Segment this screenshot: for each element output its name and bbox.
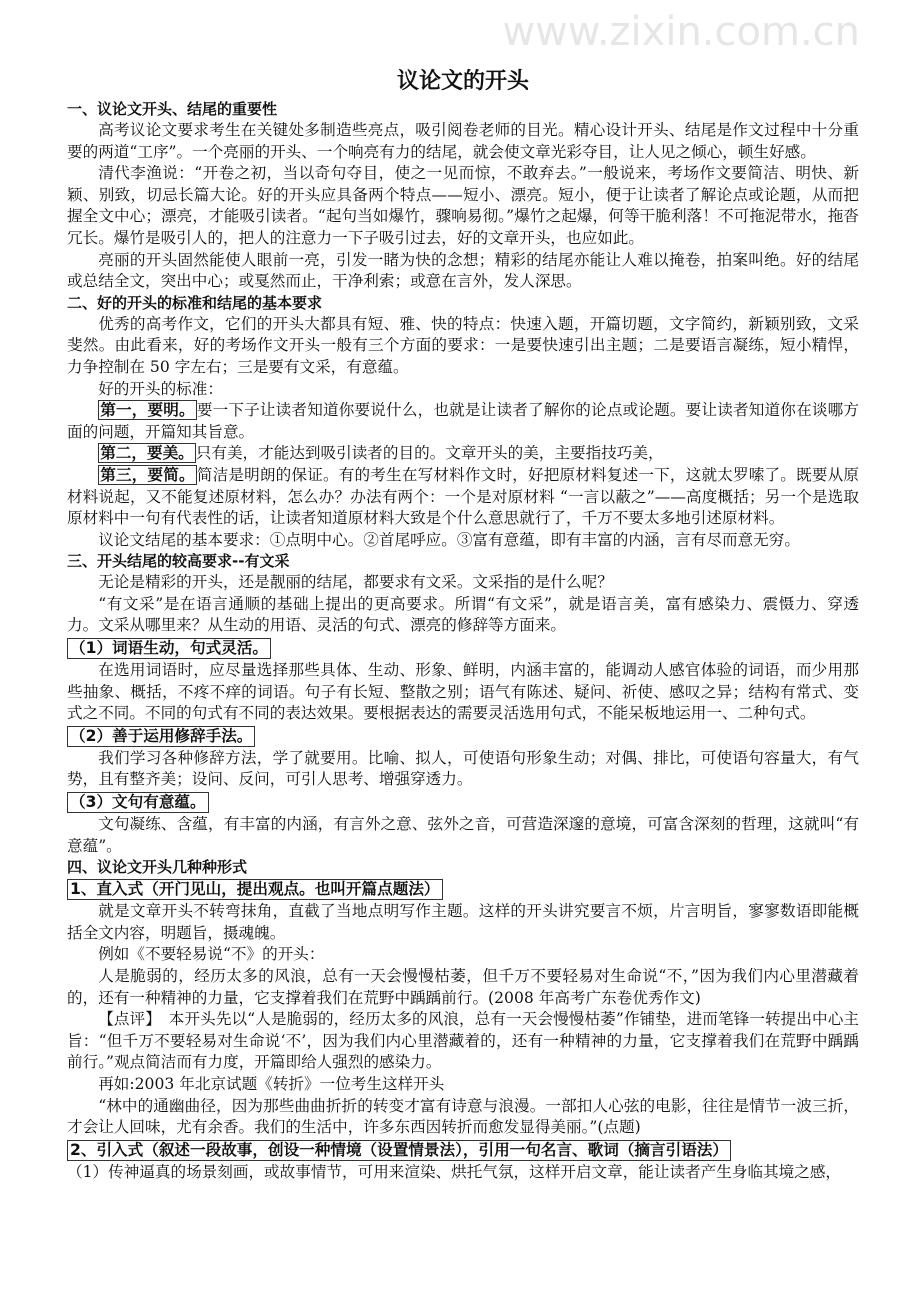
standard-text: 只有美，才能达到吸引读者的目的。文章开头的美，主要指技巧美，	[195, 444, 664, 463]
standard-paragraph	[67, 443, 859, 465]
paragraph: “林中的通幽曲径，因为那些曲曲折折的转变才富有诗意与浪漫。一部扣人心弦的电影，往往是情节一波三折，才会让人回味，尤有余香。我们的生活中，许多东西因转折而愈发显得美丽。”(点题)	[67, 1096, 859, 1137]
paragraph: 【点评】 本开头先以“人是脆弱的，经历太多的风浪，总有一天会慢慢枯萎”作铺垫，进而笔锋一转提出中心主旨：“但千万不要轻易对生命说‘不’，因为我们内心里潜藏着的，还有一种精神的力量，它支撑着我们在荒野中踽踽前行。”观点简洁而有力度，开篇即给人强烈的感染力。	[67, 1010, 859, 1072]
paragraph: 例如《不要轻易说“不》的开头：	[98, 945, 325, 964]
paragraph: “有文采”是在语言通顺的基础上提出的更高要求。所谓“有文采”，就是语言美，富有感染力、震慑力、穿透力。文采从哪里来？从生动的用语、灵活的句式、漂亮的修辞等方面来。	[67, 594, 859, 635]
document-body	[67, 99, 859, 1183]
paragraph: 议论文结尾的基本要求：①点明中心。②首尾呼应。③富有意蕴，即有丰富的内涵，言有尽而意无穷。	[98, 530, 800, 549]
paragraph: 在选用词语时，应尽量选择那些具体、生动、形象、鲜明，内涵丰富的，能调动人感官体验的词语，而少用那些抽象、概括，不疼不痒的词语。句子有长短、整散之别；语气有陈述、疑问、祈使、感叹之异；结构有常式、变式之不同。不同的句式有不同的表达效果。要根据表达的需要灵活选用句式，不能呆板地运用一、二种句式。	[67, 661, 859, 723]
standard-text: 简洁是明朗的保证。有的考生在写材料作文时，好把原材料复述一下，这就太罗嗦了。既要从原材料说起，又不能复述原材料，怎么办？办法有两个：一个是对原材料 “一言以蔽之”——高度概括；另一个是选取原材料中一句有代表性的话，让读者知道原材料大致是个什么意思就行了，千万不要太多地引述原材料。	[67, 465, 859, 528]
paragraph: 再如:2003 年北京试题《转折》一位考生这样开头	[98, 1074, 445, 1093]
standard-paragraph	[67, 465, 859, 530]
section-heading: 四、议论文开头几种种形式	[67, 858, 248, 877]
paragraph: 好的开头的标准：	[98, 379, 223, 398]
section-heading: 一、议论文开头、结尾的重要性	[67, 100, 278, 118]
boxed-subheading-row	[67, 878, 859, 901]
paragraph: 人是脆弱的，经历太多的风浪，总有一天会慢慢枯萎，但千万不要轻易对生命说“不，”因为我们内心里潜藏着的，还有一种精神的力量，它支撑着我们在荒野中踽踽前行。(2008 年高考广东卷优秀作文)	[67, 967, 859, 1007]
standard-text: 要一下子让读者知道你要说什么，也就是让读者了解你的论点或论题。要让读者知道你在谈哪方面的问题，开篇知其旨意。	[67, 401, 859, 441]
section-heading: 三、开头结尾的较高要求--有文采	[67, 552, 290, 571]
section-heading: 二、好的开头的标准和结尾的基本要求	[67, 293, 323, 312]
boxed-subheading-row	[67, 725, 859, 748]
boxed-subheading: （3）文句有意蕴。	[67, 792, 209, 813]
paragraph: 文句凝练、含蕴，有丰富的内涵，有言外之意、弦外之音，可营造深邃的意境，可富含深刻的哲理，这就叫“有意蕴”。	[67, 815, 859, 855]
standard-label: 第三，要简。	[100, 465, 195, 484]
boxed-subheading-row	[67, 791, 859, 814]
boxed-subheading: （2）善于运用修辞手法。	[67, 726, 255, 747]
paragraph: （1）传神逼真的场景刻画，或故事情节，可用来渲染、烘托气氛，这样开启文章，能让读者产生身临其境之感，	[67, 1162, 842, 1181]
document-page	[67, 66, 859, 1183]
standard-label: 第一，要明。	[100, 401, 195, 420]
standard-label: 第二，要美。	[100, 444, 194, 463]
boxed-subheading-row	[67, 637, 859, 660]
paragraph: 清代李渔说：“开卷之初，当以奇句夺目，使之一见而惊，不敢弃去。”一般说来，考场作文要简洁、明快、新颖、别致，切忌长篇大论。好的开头应具备两个特点——短小、漂亮。短小，便于让读者了解论点或论题，从而把握全文中心；漂亮，才能吸引读者。“起句当如爆竹，骤响易彻。”爆竹之起爆，何等干脆利落！不可拖泥带水，拖沓冗长。爆竹是吸引人的，把人的注意力一下子吸引过去，好的文章开头，也应如此。	[67, 164, 859, 247]
watermark: www.zixin.com.cn	[502, 9, 860, 55]
paragraph: 无论是精彩的开头，还是靓丽的结尾，都要求有文采。文采指的是什么呢？	[98, 573, 613, 592]
boxed-subheading: 1、直入式（开门见山，提出观点。也叫开篇点题法）	[67, 879, 443, 900]
boxed-subheading: （1）词语生动，句式灵活。	[67, 638, 271, 659]
boxed-subheading-row	[67, 1139, 859, 1162]
paragraph: 就是文章开头不转弯抹角，直截了当地点明写作主题。这样的开头讲究要言不烦，片言明旨，寥寥数语即能概括全文内容，明题旨，摄魂魄。	[67, 902, 859, 942]
paragraph: 高考议论文要求考生在关键处多制造些亮点，吸引阅卷老师的目光。精心设计开头、结尾是作文过程中十分重要的两道“工序”。一个亮丽的开头、一个响亮有力的结尾，就会使文章光彩夺目，让人见之倾心，顿生好感。	[67, 121, 859, 161]
standard-paragraph	[67, 400, 859, 443]
boxed-subheading: 2、引入式（叙述一段故事，创设一种情境（设置情景法），引用一句名言、歌词（摘言引语法）	[67, 1140, 731, 1161]
paragraph: 优秀的高考作文，它们的开头大都具有短、雅、快的特点：快速入题，开篇切题，文字简约，新颖别致，文采斐然。由此看来，好的考场作文开头一般有三个方面的要求：一是要快速引出主题；二是要语言凝练，短小精悍，力争控制在 50 字左右；三是要有文采，有意蕴。	[67, 314, 859, 376]
paragraph: 我们学习各种修辞方法，学了就要用。比喻、拟人，可使语句形象生动；对偶、排比，可使语句容量大，有气势，且有整齐美；设问、反问，可引人思考、增强穿透力。	[67, 748, 859, 789]
page-title: 议论文的开头	[396, 69, 529, 94]
paragraph: 亮丽的开头固然能使人眼前一亮，引发一睹为快的念想；精彩的结尾亦能让人难以掩卷，拍案叫绝。好的结尾或总结全文，突出中心；或戛然而止，干净利索；或意在言外，发人深思。	[67, 250, 859, 291]
